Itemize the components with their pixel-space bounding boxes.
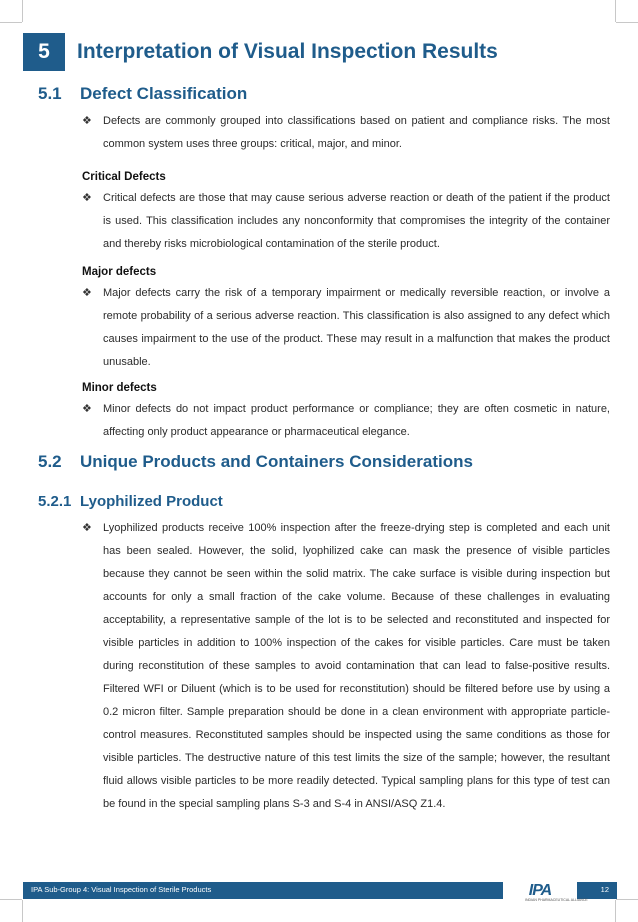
logo-text: IPA [528,882,552,899]
logo-subtext: INDIAN PHARMACEUTICAL ALLIANCE [525,898,588,902]
paragraph-text: Minor defects do not impact product performance or compliance; they are often cosmetic in nature, affecting only product appearance or pharmaceutical elegance. [103,403,610,438]
diamond-bullet-icon: ❖ [82,287,92,299]
subheading-minor: Minor defects [82,382,157,394]
diamond-bullet-icon: ❖ [82,522,92,534]
bullet-paragraph-minor [82,398,610,444]
section-number: 5.1 [38,84,62,103]
paragraph-text: Lyophilized products receive 100% inspection after the freeze-drying step is completed and each unit has been sealed. However, the solid, lyophilized cake can mask the presence of visible particles because they cannot be seen within the solid matrix. The cake surface is visible during inspection but accounts for only a small fraction of the cake volume. Because of these challenges in evaluating acceptability, a representative sample of the lot is to be selected and reconstituted and inspected for visible particles in addition to 100% inspection of the cakes for visible particles. Care must be taken during reconstitution of these samples to avoid contamination that can lead to false-positive results. Filtered WFI or Diluent (which is to be used for reconstitution) should be filtered before use by using a 0.2 micron filter. Sample preparation should be done in a clean environment with appropriate particle-control measures. Reconstituted samples should be inspected using the same conditions as those for visible particles. The destructive nature of this test limits the size of the sample; however, the resultant fluid allows visible particles to be more readily detected. Typical sampling plans for this type of test can be found in the special sampling plans S-3 and S-4 in ANSI/ASQ Z1.4. [103,522,610,810]
crop-mark [615,0,616,22]
chapter-title: Interpretation of Visual Inspection Results [77,40,498,63]
section-heading-5-2 [38,452,473,472]
chapter-header [23,33,498,71]
paragraph-text: Critical defects are those that may cause serious adverse reaction or death of the patient if the product is used. This classification includes any nonconformity that compromises the integrity of the container and thereby risks microbiological contamination of the sterile product. [103,192,610,250]
crop-mark [0,22,22,23]
footer-title: IPA Sub-Group 4: Visual Inspection of Sterile Products [31,885,212,894]
crop-mark [615,900,616,922]
diamond-bullet-icon: ❖ [82,192,92,204]
diamond-bullet-icon: ❖ [82,115,92,127]
bullet-paragraph-intro [82,110,610,156]
subheading-major: Major defects [82,266,157,278]
crop-mark [22,900,23,922]
section-title: Lyophilized Product [80,493,223,510]
section-title: Defect Classification [80,84,248,103]
section-heading-5-1 [38,84,247,104]
crop-mark [22,0,23,22]
crop-mark [616,899,638,900]
bullet-paragraph-major [82,282,610,374]
diamond-bullet-icon: ❖ [82,403,92,415]
section-number: 5.2 [38,452,62,471]
page-number: 12 [600,885,609,894]
paragraph-text: Defects are commonly grouped into classifications based on patient and compliance risks. The most common system uses three groups: critical, major, and minor. [103,115,610,150]
section-heading-5-2-1 [38,493,223,510]
paragraph-text: Major defects carry the risk of a temporary impairment or medically reversible reaction, or involve a remote probability of a serious adverse reaction. This classification is also assigned to any defect which causes impairment to the use of the product. These may result in a malfunction that makes the product unusable. [103,287,610,368]
crop-mark [616,22,638,23]
bullet-paragraph-lyophilized [82,517,610,816]
bullet-paragraph-critical [82,187,610,256]
chapter-number: 5 [23,33,65,71]
subheading-critical: Critical Defects [82,171,166,183]
section-number: 5.2.1 [38,493,72,510]
section-title: Unique Products and Containers Considerations [80,452,473,471]
ipa-logo [503,880,588,902]
crop-mark [0,899,22,900]
